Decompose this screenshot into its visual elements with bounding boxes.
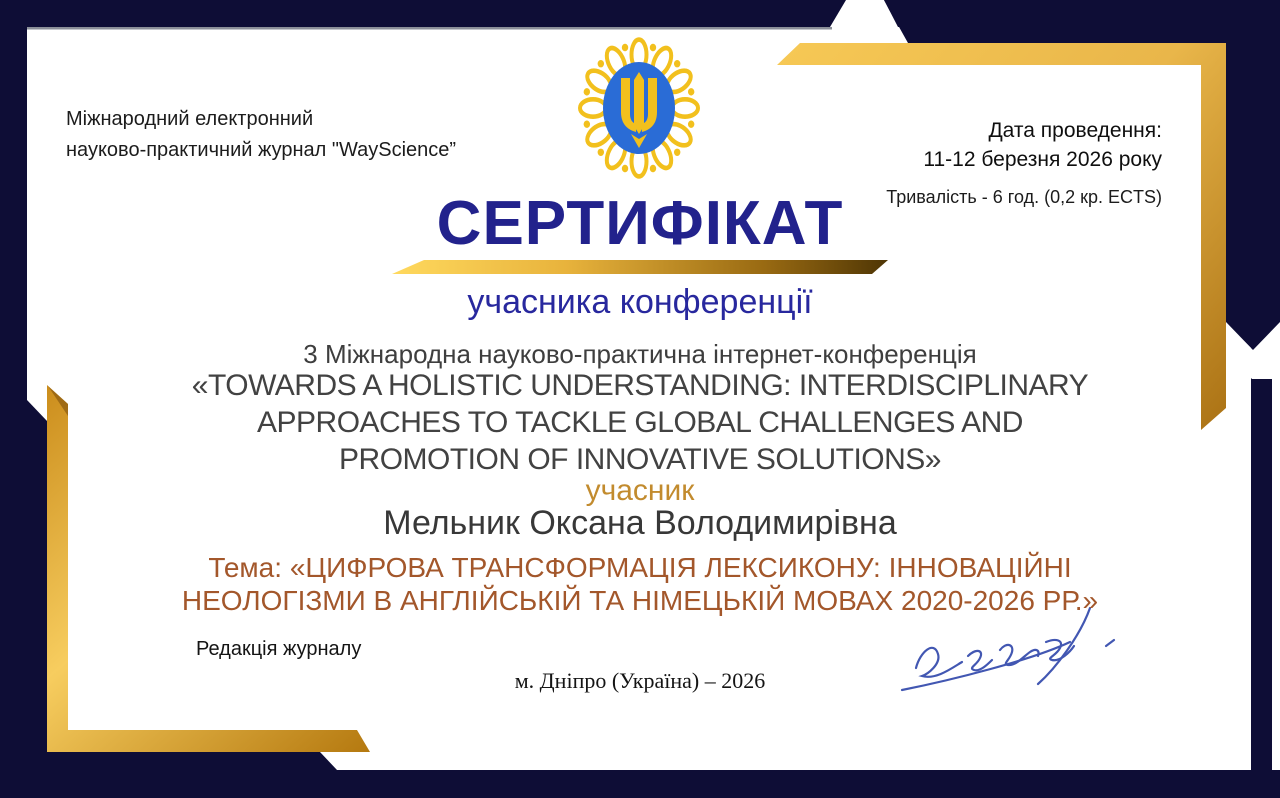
conference-title-line-1: «TOWARDS A HOLISTIC UNDERSTANDING: INTERDISCIPLINARY xyxy=(191,369,1089,402)
topic-line-1: Тема: «ЦИФРОВА ТРАНСФОРМАЦІЯ ЛЕКСИКОНУ: ІННОВАЦІЙНІ xyxy=(208,552,1072,583)
certificate-subtitle: учасника конференції xyxy=(467,283,813,321)
journal-name xyxy=(66,104,456,166)
certificate-title: СЕРТИФІКАТ xyxy=(436,189,844,258)
top-gray-line xyxy=(27,27,832,30)
conference-title-line-2: APPROACHES TO TACKLE GLOBAL CHALLENGES AND xyxy=(257,406,1023,439)
conference-series: 3 Міжнародна науково-практична інтернет-конференція xyxy=(303,339,977,369)
title-underline-bar xyxy=(392,260,888,274)
journal-line-1: Міжнародний електронний xyxy=(66,108,314,130)
place-and-year: м. Дніпро (Україна) – 2026 xyxy=(514,668,766,693)
event-duration: Тривалість - 6 год. (0,2 кр. ECTS) xyxy=(886,187,1162,207)
conference-title xyxy=(0,367,1280,478)
conference-title-line-3: PROMOTION OF INNOVATIVE SOLUTIONS» xyxy=(339,443,941,476)
recipient-name: Мельник Оксана Володимирівна xyxy=(383,504,897,542)
event-date-value: 11-12 березня 2026 року xyxy=(923,148,1162,171)
event-date-label: Дата проведення: xyxy=(988,119,1162,142)
event-date xyxy=(923,116,1162,174)
journal-line-2: науково-практичний журнал "WayScience” xyxy=(66,139,457,161)
topic-line-2: НЕОЛОГІЗМИ В АНГЛІЙСЬКІЙ ТА НІМЕЦЬКІЙ МОВАХ 2020-2026 РР.» xyxy=(181,585,1099,616)
participant-role: учасник xyxy=(585,474,695,507)
issuer-label: Редакція журналу xyxy=(196,638,362,660)
topic-title xyxy=(0,551,1280,617)
